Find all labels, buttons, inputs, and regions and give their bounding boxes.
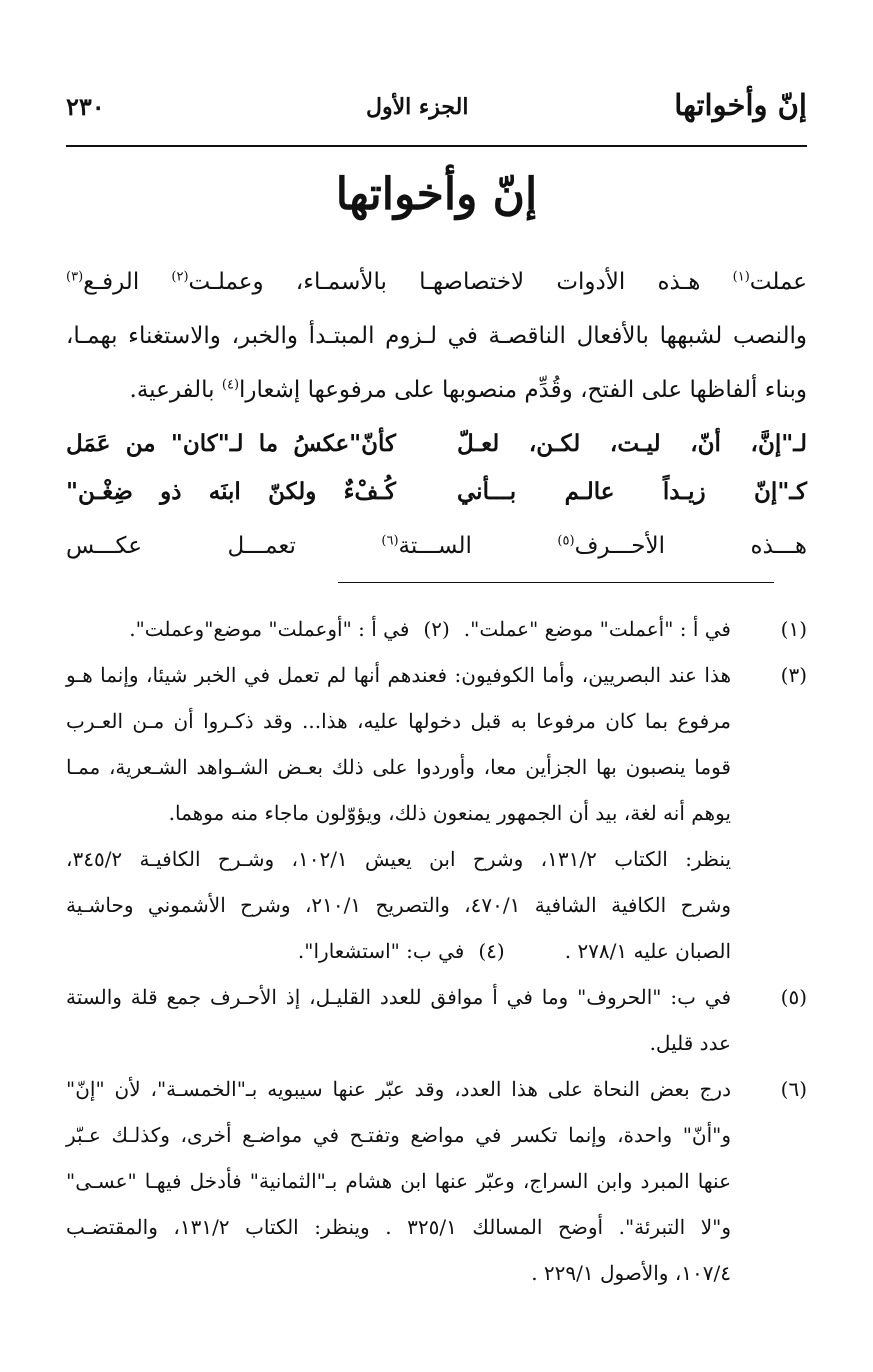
footnotes: [66, 610, 807, 1300]
footnote-text: في ب: "استشعارا".: [297, 939, 465, 963]
footnote-ref[interactable]: (١): [732, 269, 750, 285]
footnote-number: (١): [780, 617, 807, 641]
footnote-number: (٤): [478, 939, 505, 963]
footnote-number: (٦): [780, 1077, 807, 1101]
footnote-line: و"لا التبرئة". أوضح المسالك ٣٢٥/١ . وينظر: الكتاب ١٣١/٢، والمقتضـب: [66, 1215, 731, 1239]
footnote-ref[interactable]: (٢): [171, 269, 189, 285]
footnote-number: (٣): [780, 663, 807, 687]
text-run: هـــذه الأحـــرف: [574, 533, 807, 559]
verse-hemistich-left: كأنّ"عكسُ ما لـ"كان" من عَمَل: [66, 430, 396, 457]
main-text: [66, 262, 807, 580]
footnote-line: مرفوع بما كان مرفوعا به قبل دخولها عليه، هذا... وقد ذكـروا أن مـن العـرب: [66, 709, 731, 733]
footnote-line: [66, 932, 731, 978]
text-run: وبناء ألفاظها على الفتح، وقُدِّم منصوبها على مرفوعها إشعارا: [239, 377, 807, 403]
running-header: [66, 84, 807, 132]
footnote-text: الصبان عليه ٢٧٨/١ .: [564, 939, 731, 963]
verse-hemistich-right: كـ"إنّ زيـداً عالـم بـــأني: [457, 478, 807, 505]
paragraph-line: [66, 370, 807, 424]
verse-hemistich-right: لـ"إنَّ، أنّ، ليـت، لكـن، لعـلّ: [457, 430, 807, 457]
footnote-ref[interactable]: (٤): [221, 377, 240, 393]
section-title: إنّ وأخواتها: [335, 169, 538, 220]
footnote-line: [66, 610, 731, 656]
footnote-number: (٥): [780, 985, 807, 1009]
footnote-ref[interactable]: (٥): [557, 533, 575, 549]
footnote-line: قوما ينصبون بها الجزأين معا، وأوردوا على ذلك بعـض الشـواهد الشـعرية، ممـا: [66, 755, 731, 779]
footnote-number: (٢): [423, 617, 450, 641]
footnote-line: يوهم أنه لغة، بيد أن الجمهور يمنعون ذلك، ويؤوّلون ماجاء منه موهما.: [168, 801, 731, 825]
footnote-text: في أ : "أوعملت" موضع"وعملت".: [129, 617, 410, 641]
footnote-line: هذا عند البصريين، وأما الكوفيون: فعندهم أنها لم تعمل في الخبر شيئا، وإنما هـو: [66, 663, 731, 687]
text-run: عملت: [749, 269, 808, 295]
verse-line: [66, 472, 807, 520]
footnote-line: ينظر: الكتاب ١٣١/٢، وشرح ابن يعيش ١٠٢/١، وشـرح الكافيـة ٣٤٥/٢،: [66, 847, 732, 871]
part-label: الجزء الأول: [366, 94, 469, 120]
footnote-6: [66, 1070, 807, 1300]
text-run: الســـتة: [398, 533, 558, 559]
header-rule: [66, 145, 807, 147]
footnote-text: في أ : "أعملت" موضع "عملت".: [463, 617, 731, 641]
text-run: الرفـع: [83, 269, 172, 295]
footnote-line: عنها المبرد وابن السراج، وعبّر عنها ابن هشام بـ"الثمانية" فأدخل فيهـا "عسـى": [66, 1169, 731, 1193]
verse-hemistich-left: كُـفْءٌ ولكنّ ابنَه ذو ضِغْـن": [66, 478, 396, 505]
paragraph-line: [66, 526, 807, 580]
footnote-5: [66, 978, 807, 1070]
footnote-ref[interactable]: (٣): [66, 269, 84, 285]
text-run: بالفرعية.: [129, 377, 222, 403]
footnote-ref[interactable]: (٦): [381, 533, 399, 549]
paragraph-line: [66, 262, 807, 316]
footnote-1: [66, 610, 807, 656]
chapter-title: إنّ وأخواتها: [674, 88, 807, 122]
page-number: ٢٣٠: [66, 92, 105, 121]
footnote-3: [66, 656, 807, 978]
text-run: تعمـــل عكـــس: [66, 533, 382, 559]
footnote-line: عدد قليل.: [649, 1031, 731, 1055]
footnote-separator: [338, 582, 774, 583]
paragraph-line: والنصب لشبهها بالأفعال الناقصـة في لـزوم المبتـدأ والخبر، والاستغناء بهمـا،: [66, 323, 807, 349]
footnote-line: في ب: "الحروف" وما في أ موافق للعدد القليـل، إذ الأحـرف جمع قلة والستة: [66, 985, 731, 1009]
text-run: هـذه الأدوات لاختصاصهـا بالأسمـاء، وعملـت: [188, 269, 733, 295]
footnote-line: وشرح الكافية الشافية ٤٧٠/١، والتصريح ٢١٠/١، وشرح الأشموني وحاشـية: [66, 893, 731, 917]
footnote-line: ١٠٧/٤، والأصول ٢٢٩/١ .: [531, 1261, 731, 1285]
verse-line: [66, 424, 807, 472]
footnote-line: و"أنّ" واحدة، وإنما تكسر في مواضع وتفتـح في مواضـع أخرى، وكذلـك عـبّر: [66, 1123, 731, 1147]
footnote-line: درج بعض النحاة على هذا العدد، وقد عبّر عنها سيبويه بـ"الخمسـة"، لأن "إنّ": [66, 1077, 731, 1101]
